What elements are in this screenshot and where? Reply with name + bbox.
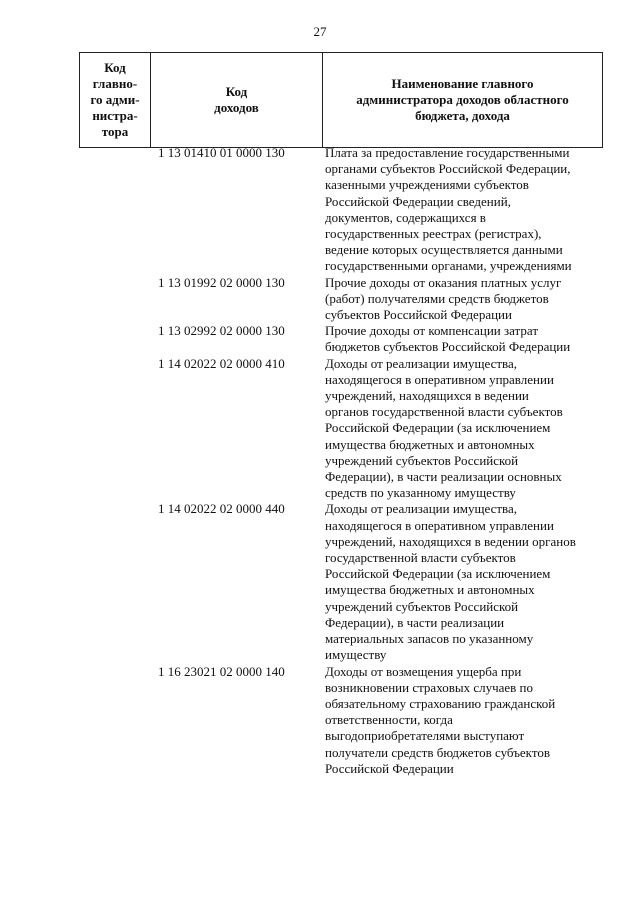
header-admin-code: Код главно- го адми- нистра- тора <box>90 60 140 139</box>
page-number: 27 <box>313 24 327 39</box>
table-header <box>79 52 603 148</box>
table-row <box>0 356 640 502</box>
income-name: Доходы от реализации имущества, находящегося в оперативном управлении учреждений, находящихся в ведении органов государственной власти субъектов Российской Федерации (за исключением имущества бюджетных и автономных учреждений субъектов Российской Федерации), в части реализации основных средств по указанному имуществу <box>325 355 563 501</box>
income-code: 1 13 01992 02 0000 130 <box>158 274 285 290</box>
income-code: 1 16 23021 02 0000 140 <box>158 663 285 679</box>
income-table-body <box>0 145 640 777</box>
income-code: 1 13 02992 02 0000 130 <box>158 323 285 339</box>
income-name: Плата за предоставление государственными органами субъектов Российской Федерации, казенными учреждениями субъектов Российской Федерации сведений, документов, содержащихся в государственных реестрах (регистрах), ведение которых осуществляется данными государственными органами, учреждениями <box>325 145 572 274</box>
income-code: 1 14 02022 02 0000 440 <box>158 501 285 517</box>
table-row <box>0 145 640 275</box>
header-income-code: Код доходов <box>214 84 259 115</box>
income-name: Доходы от возмещения ущерба при возникновении страховых случаев по обязательному страхованию гражданской ответственности, когда выгодоприобретателями выступают получатели средств бюджетов субъектов Российской Федерации <box>325 663 556 776</box>
header-income-name: Наименование главного администратора доходов областного бюджета, дохода <box>356 76 569 123</box>
income-code: 1 14 02022 02 0000 410 <box>158 355 285 371</box>
income-name: Доходы от реализации имущества, находящегося в оперативном управлении учреждений, находящихся в ведении органов государственной власти субъектов Российской Федерации (за исключением имущества бюджетных и автономных учреждений субъектов Российской Федерации), в части реализации материальных запасов по указанному имуществу <box>325 501 576 663</box>
income-code: 1 13 01410 01 0000 130 <box>158 145 285 160</box>
table-row <box>0 323 640 355</box>
table-row <box>0 501 640 663</box>
income-name: Прочие доходы от оказания платных услуг (работ) получателями средств бюджетов субъектов Российской Федерации <box>325 274 562 323</box>
table-row <box>0 664 640 777</box>
income-name: Прочие доходы от компенсации затрат бюджетов субъектов Российской Федерации <box>325 323 571 355</box>
table-row <box>0 275 640 324</box>
